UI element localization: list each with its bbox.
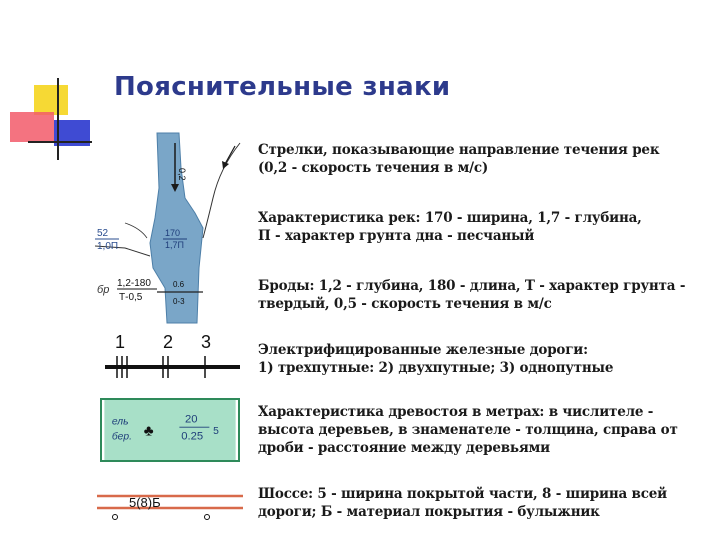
decor-horizontal-line bbox=[28, 141, 92, 143]
forest-species-2: бер. bbox=[111, 431, 132, 443]
railway-label-1: 1 bbox=[115, 332, 126, 352]
forest-distance: 5 bbox=[213, 425, 219, 437]
legend-line: Характеристика рек: 170 - ширина, 1,7 - глубина, bbox=[258, 210, 642, 226]
legend-line: Стрелки, показывающие направление течения рек bbox=[258, 142, 660, 158]
highway-symbol bbox=[95, 488, 245, 522]
decor-red-square bbox=[10, 112, 54, 142]
legend-line: высота деревьев, в знаменателе - толщина, справа от bbox=[258, 422, 678, 438]
forest-thickness: 0.25 bbox=[181, 430, 204, 443]
decor-vertical-line bbox=[57, 78, 59, 160]
legend-railways bbox=[258, 341, 718, 377]
tributary-small bbox=[125, 223, 147, 238]
decor-yellow-square bbox=[34, 85, 68, 115]
ford-depth-a: 0.6 bbox=[173, 280, 185, 289]
river-width-numerator: 170 bbox=[165, 228, 181, 238]
forest-species: ель bbox=[111, 416, 129, 428]
left-width-denominator: 1,0П bbox=[97, 241, 119, 252]
legend-line: (0,2 - скорость течения в м/с) bbox=[258, 160, 489, 176]
forest-symbol-box bbox=[100, 398, 240, 462]
left-width-numerator: 52 bbox=[97, 228, 109, 239]
ford-denominator: Т-0,5 bbox=[119, 292, 143, 303]
road-marker-right bbox=[205, 515, 210, 520]
legend-forest bbox=[258, 403, 718, 457]
legend-line: П - характер грунта дна - песчаный bbox=[258, 228, 535, 244]
legend-arrows bbox=[258, 141, 718, 177]
river-map-illustration bbox=[95, 128, 245, 328]
ford-depth-b: 0-3 bbox=[173, 297, 185, 306]
legend-line: Характеристика древостоя в метрах: в числителе - bbox=[258, 404, 654, 420]
tributary-curve bbox=[203, 143, 240, 238]
railway-label-2: 2 bbox=[163, 332, 174, 352]
legend-line: твердый, 0,5 - скорость течения в м/с bbox=[258, 296, 552, 312]
legend-fords bbox=[258, 277, 718, 313]
legend-line: Шоссе: 5 - ширина покрытой части, 8 - ширина всей bbox=[258, 486, 667, 502]
side-arrow-line bbox=[225, 146, 235, 164]
ford-prefix: бр bbox=[97, 284, 110, 296]
ford-numerator: 1,2-180 bbox=[117, 278, 151, 289]
legend-line: 1) трехпутные: 2) двухпутные; 3) однопутные bbox=[258, 360, 614, 376]
railway-label-3: 3 bbox=[201, 332, 212, 352]
railway-symbols bbox=[95, 330, 245, 380]
legend-line: Броды: 1,2 - глубина, 180 - длина, Т - характер грунта - bbox=[258, 278, 686, 294]
flow-speed-label: 0,2 bbox=[177, 168, 187, 181]
legend-line: дроби - расстояние между деревьями bbox=[258, 440, 550, 456]
highway-label: 5(8)Б bbox=[129, 495, 161, 510]
forest-height: 20 bbox=[185, 413, 198, 426]
river-width-denominator: 1,7П bbox=[165, 240, 184, 250]
legend-rivers bbox=[258, 209, 718, 245]
legend-line: дороги; Б - материал покрытия - булыжник bbox=[258, 504, 600, 520]
legend-highway bbox=[258, 485, 718, 521]
road-marker-left bbox=[113, 515, 118, 520]
legend-line: Электрифицированные железные дороги: bbox=[258, 342, 588, 358]
tree-icon: ♣ bbox=[143, 422, 154, 440]
forest-symbol-graphic bbox=[102, 400, 238, 460]
slide-title: Пояснительные знаки bbox=[114, 72, 451, 102]
